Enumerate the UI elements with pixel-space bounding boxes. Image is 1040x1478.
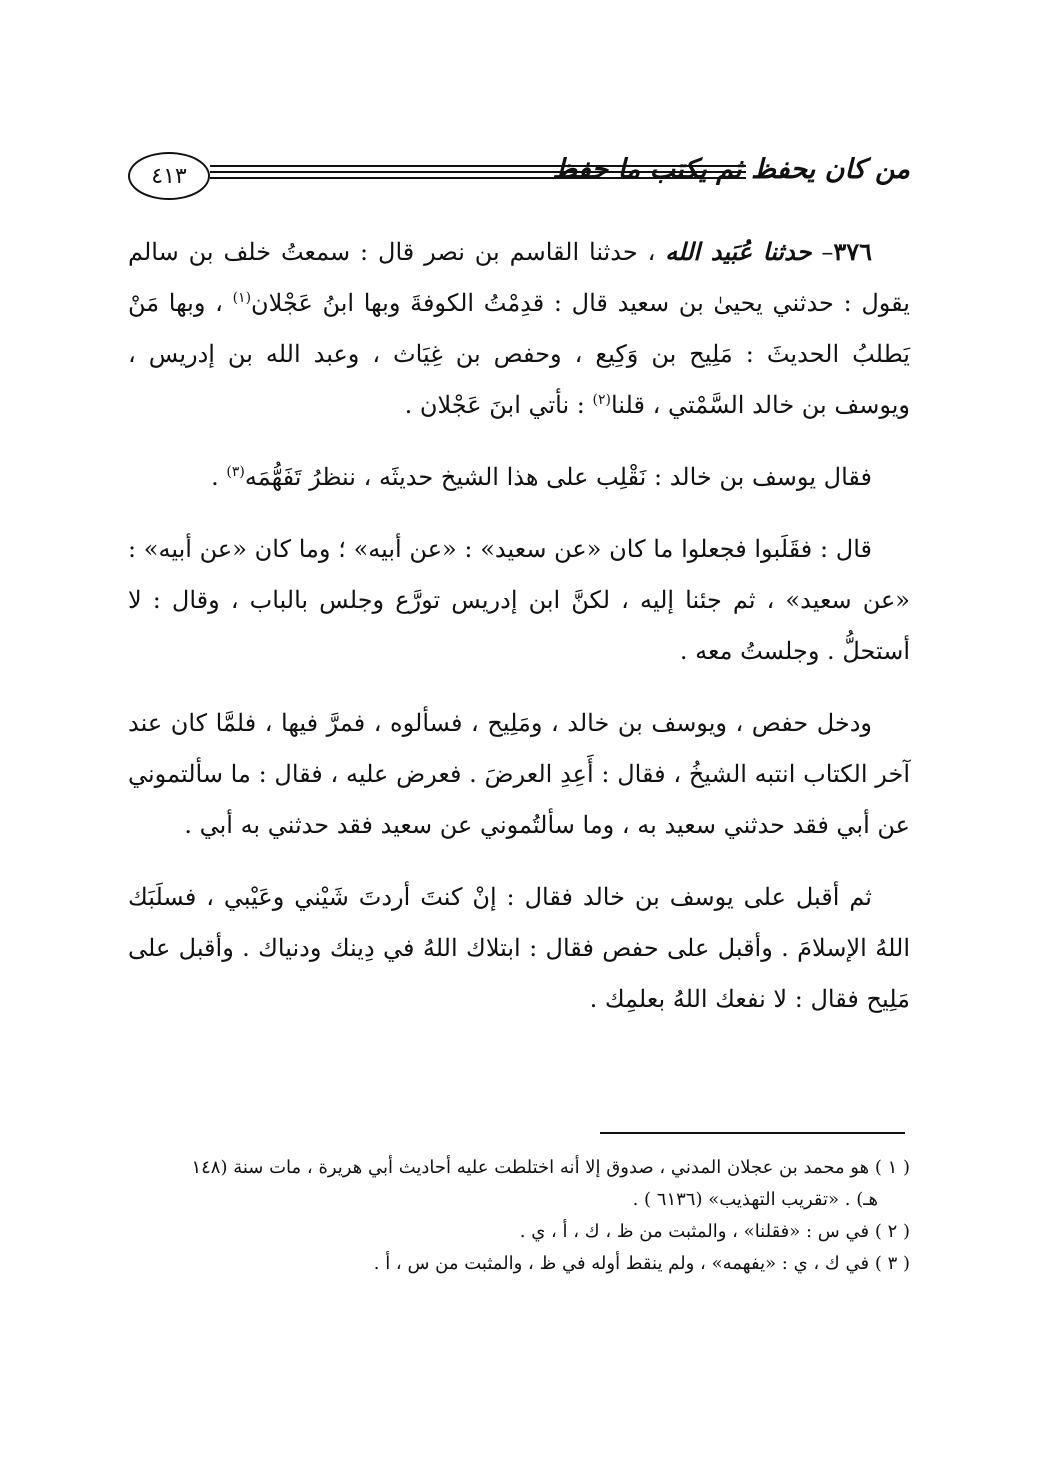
page-number-badge [128,152,210,200]
paragraph-2-text: فقال يوسف بن خالد : نَقْلِب على هذا الشيخ حديثَه ، ننظرُ تَفَهُّمَه [244,463,872,491]
hadith-number: ٣٧٦ [833,237,873,266]
running-title: من كان يحفظ ثم يكتب ما حفظ [552,154,910,185]
paragraph-2 [128,452,910,503]
hadith-lead: حدثنا عُبَيد الله [665,237,812,266]
footnote-ref-2[interactable]: (٢) [592,392,611,408]
footnote-1-continued: هـ) . «تقريب التهذيب» (٦١٣٦ ) . [632,1189,878,1210]
paragraph-3: قال : فقَلَبوا فجعلوا ما كان «عن سعيد» : «عن أبيه» ؛ وما كان «عن أبيه» : «عن سعيد» ، ثم جئنا إليه ، لكنَّ ابن إدريس تورَّع وجلس بالباب ، وقال : لا أستحلُّ . وجلستُ معه . [128,535,910,665]
main-text [128,226,910,1046]
footnote-2: ( ٢ ) في س : «فقلنا» ، والمثبت من ظ ، ك ، أ ، ي . [519,1221,910,1242]
footnote-1: ( ١ ) هو محمد بن عجلان المدني ، صدوق إلا أنه اختلطت عليه أحاديث أبي هريرة ، مات سنة (١٤٨ [191,1157,910,1178]
paragraph-1-text-a: ، حدثنا القاسم بن نصر قال : سمعتُ خلف بن سالم يقول : حدثني يحيىٰ بن سعيد قال : قدِمْتُ الكوفةَ وبها ابنُ عَجْلان [128,238,910,317]
footnote-3: ( ٣ ) في ك ، ي : «يفهمه» ، ولم ينقط أوله في ظ ، والمثبت من س ، أ . [373,1253,910,1274]
page-number: ٤١٣ [151,163,187,189]
paragraph-1-text-c: : نأتي ابنَ عَجْلان . [404,391,593,419]
footnote-ref-3[interactable]: (٣) [226,464,245,480]
paragraph-1: ٣٧٦– حدثنا عُبَيد الله ، حدثنا القاسم بن نصر قال : سمعتُ خلف بن سالم يقول : حدثني يحيىٰ بن سعيد قال : قدِمْتُ الكوفةَ وبها ابنُ عَجْلان$^{(١)}$ ، وبها مَنْ يَطلبُ الحديثَ : مَلِيح بن وَكِيع ، وحفص بن غِيَاث ، وعبد الله بن إدريس ، ويوسف بن خالد السَّمْتي ، قلنا$^{(٢)}$ : نأتي ابنَ عَجْلان . [128,237,910,419]
footnotes [128,1152,910,1280]
paragraph-2-end: . [211,463,227,491]
paragraph-5: ثم أقبل على يوسف بن خالد فقال : إنْ كنتَ أردتَ شَيْني وعَيْبي ، فسلَبَك اللهُ الإسلامَ . وأقبل على حفص فقال : ابتلاك اللهُ في دِينك ودنياك . وأقبل على مَلِيح فقال : لا نفعك اللهُ بعلمِك . [128,883,910,1013]
footnote-separator [600,1132,905,1134]
paragraph-4: ودخل حفص ، ويوسف بن خالد ، ومَلِيح ، فسألوه ، فمرَّ فيها ، فلمَّا كان عند آخر الكتاب انتبه الشيخُ ، فقال : أَعِدِ العرضَ . فعرض عليه ، فقال : ما سألتموني عن أبي فقد حدثني سعيد به ، وما سألتُموني عن سعيد فقد حدثني به أبي . [128,709,910,839]
footnote-ref-1[interactable]: (١) [232,290,252,306]
paragraph-1-text-b: ، وبها مَنْ يَطلبُ الحديثَ : مَلِيح بن وَكِيع ، وحفص بن غِيَاث ، وعبد الله بن إدريس ، ويوسف بن خالد السَّمْتي ، قلنا [128,289,910,419]
running-header [128,148,910,208]
